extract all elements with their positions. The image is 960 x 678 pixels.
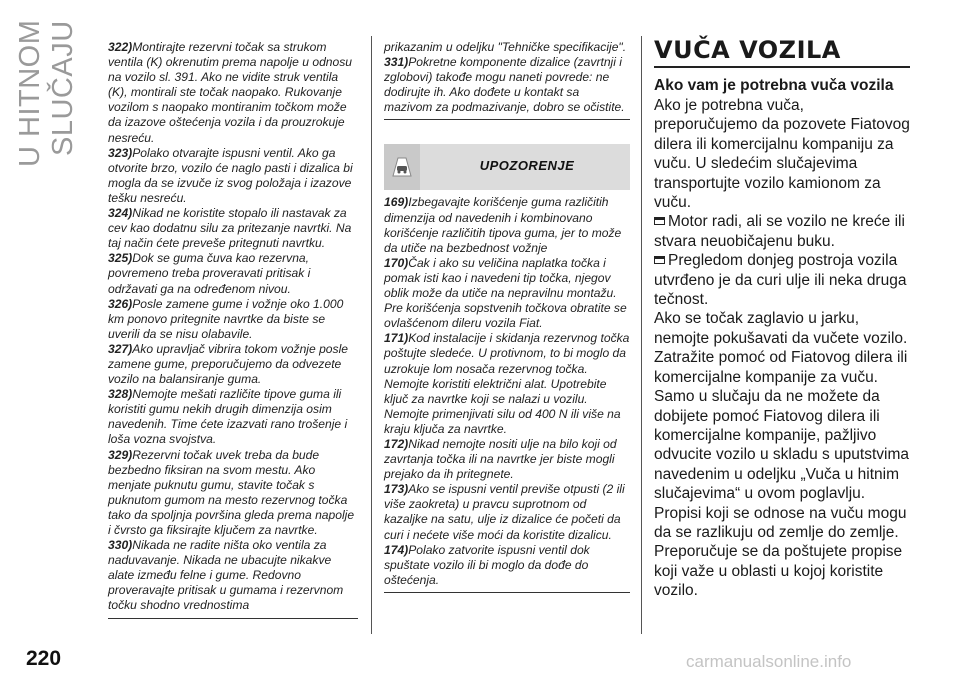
- note-number: 323): [108, 145, 133, 160]
- note-number: 171): [384, 331, 409, 346]
- towing-section: [654, 36, 910, 601]
- bullet-item: [654, 212, 910, 251]
- section-subtitle: Ako vam je potrebna vuča vozila: [654, 77, 894, 94]
- note-paragraph: [108, 146, 358, 206]
- note-text: Nemojte mešati različite tipove guma ili koristiti gumu nekih drugih dimenzija osim navedenih. Time ćete izazvati rano trošenje i loša vozna svojstva.: [108, 387, 348, 447]
- section-paragraph: Ako se točak zaglavio u jarku, nemojte pokušavati da vučete vozilo. Zatražite pomoć od Fiatovog dilera ili komercijalne kompanije za vuču.: [654, 310, 908, 386]
- section-paragraph: Samo u slučaju da ne možete da dobijete pomoć Fiatovog dilera ili komercijalne kompanije, pažljivo odvucite vozilo u skladu s uputstvima navedenim u odeljku „Vuča u hitnim slučajevima“ u ovom poglavlju. Propisi koji se odnose na vuču mogu da se razlikuju od zemlje do zemlje. Preporučuje se da poštujete propise koji važe u oblasti u kojoj koristite vozilo.: [654, 388, 910, 600]
- note-text: Ako se ispusni ventil previše otpusti (2 ili više zaokreta) u pravcu suprotnom od kazaljke na satu, ulje iz dizalice će početi da curi i nećete više moći da koristite dizalicu.: [384, 482, 625, 542]
- note-text: Posle zamene gume i vožnje oko 1.000 km ponovo pritegnite navrtke da biste se uverili da se nisu olabavile.: [108, 296, 344, 341]
- warning-header: [384, 144, 630, 190]
- note-number: 326): [108, 296, 133, 311]
- note-text: Nikad ne koristite stopalo ili nastavak za cev kao dodatnu silu za pritezanje navrtki. Na taj način ćete preveše pritegnuti navrtku.: [108, 206, 352, 251]
- note-number: 173): [384, 482, 409, 497]
- note-paragraph: [108, 251, 358, 296]
- bullet-marker-icon: [654, 256, 665, 264]
- note-text: Montirajte rezervni točak sa strukom ventila (K) okrenutim prema napolje u odnosu na vozilo sl. 391. Ako ne vidite struk ventila (K), montirali ste točak naopako. Rukovanje vozilom s naopako montiranim točkom može da izazove oštećenja vozila i da prouzrokuje nesreću.: [108, 40, 353, 145]
- note-paragraph: [108, 387, 358, 447]
- note-paragraph: [108, 297, 358, 342]
- note-paragraph: [108, 538, 358, 613]
- notes-column-2: [384, 40, 630, 593]
- note-text: Nikada ne radite ništa oko ventila za naduvavanje. Nikada ne ubacujte nikakve alate između felne i gume. Redovno proveravajte pritisak u gumama i rezervnom točku shodno vrednostima: [108, 538, 344, 613]
- watermark: carmanualsonline.info: [686, 652, 852, 671]
- note-number: 324): [108, 206, 133, 221]
- notes-column-1: [108, 40, 358, 619]
- note-text: Polako zatvorite ispusni ventil dok spuštate vozilo ili bi moglo da dođe do oštećenja.: [384, 542, 590, 587]
- notes-continuation: [384, 40, 630, 120]
- column-divider: [371, 36, 372, 634]
- warning-body: [384, 190, 630, 592]
- warning-paragraph: [384, 543, 630, 588]
- note-text: Ako upravljač vibrira tokom vožnje posle zamene gume, preporučujemo da odvezete vozilo na balansiranje guma.: [108, 341, 348, 387]
- bullet-marker-icon: [654, 217, 665, 225]
- note-number: 325): [108, 251, 133, 266]
- note-number: 172): [384, 436, 409, 451]
- column-divider: [641, 36, 642, 634]
- note-number: 329): [108, 447, 133, 462]
- note-text: Čak i ako su veličina naplatka točka i pomak isti kao i navedeni tip točka, njegov oblik može da utiče na nepravilnu montažu. Pre korišćenja sopstvenih točkova obratite se ovlašćenom dileru vozila Fiat.: [384, 255, 627, 331]
- warning-paragraph: [384, 482, 630, 542]
- note-number: 330): [108, 538, 133, 553]
- note-paragraph: [108, 206, 358, 251]
- note-number: 331): [384, 55, 409, 70]
- bullet-text: Motor radi, ali se vozilo ne kreće ili stvara neuobičajenu buku.: [654, 213, 905, 250]
- note-text: Rezervni točak uvek treba da bude bezbedno fiksiran na svom mestu. Ako menjate puknutu gumu, stavite točak s puknutom gumom na mesto rezervnog točka tako da spoljnja površina gleda prema napolje i čvrsto ga fiksirajte ključem za navrtke.: [108, 447, 355, 537]
- note-paragraph: [108, 342, 358, 387]
- warning-title: UPOZORENJE: [479, 158, 575, 174]
- note-text: Pokretne komponente dizalice (zavrtnji i zglobovi) takođe mogu naneti povrede: ne dodirujte ih. Ako dođete u kontakt sa mazivom za podmazivanje, dobro se očistite.: [384, 55, 625, 115]
- warning-paragraph: [384, 331, 630, 437]
- note-text: Dok se guma čuva kao rezervna, povremeno treba proveravati pritisak i održavati ga na određenom nivou.: [108, 251, 311, 296]
- bullet-text: Pregledom donjeg postroja vozila utvrđeno je da curi ulje ili neka druga tečnost.: [654, 252, 907, 309]
- car-warning-icon: [384, 144, 420, 190]
- note-text: prikazanim u odeljku "Tehničke specifikacije".: [384, 40, 627, 54]
- note-text: Polako otvarajte ispusni ventil. Ako ga otvorite brzo, vozilo će naglo pasti i dizalica bi mogla da se izvuče iz svog položaja i izazove tešku nesreću.: [108, 145, 353, 205]
- section-title: VUČA VOZILA: [654, 36, 910, 68]
- page-number: 220: [26, 647, 62, 670]
- warning-paragraph: [384, 437, 630, 482]
- note-paragraph: [108, 448, 358, 539]
- note-text: Kod instalacije i skidanja rezervnog točka poštujte sledeće. U protivnom, to bi moglo da uzrokuje lom nosača rezervnog točka. Nemojte koristiti električni alat. Upotrebite ključ za navrtke koji se nalazi u vozilu. Nemojte primenjivati silu od 400 N ili više na kraju ključa za navrtke.: [384, 331, 630, 436]
- warning-paragraph: [384, 256, 630, 331]
- note-number: 328): [108, 387, 133, 402]
- note-number: 170): [384, 255, 409, 270]
- section-intro: Ako je potrebna vuča, preporučujemo da pozovete Fiatovog dilera ili komercijalnu kompaniju za vuču. U sledećim slučajevima transportujte vozilo kamionom za vuču.: [654, 97, 910, 212]
- note-text: Nikad nemojte nositi ulje na bilo koji od zavrtanja točka ili na navrtke jer biste mogli prejako da ih pritegnete.: [384, 436, 617, 482]
- note-paragraph: [384, 55, 630, 115]
- note-number: 174): [384, 542, 409, 557]
- note-text: Izbegavajte korišćenje guma različitih dimenzija od navedenih i kombinovano korišćenje različitih tipova guma, jer to može da utiče na bezbednost vožnje: [384, 195, 622, 255]
- note-paragraph: [384, 40, 630, 55]
- warning-paragraph: [384, 195, 630, 255]
- chapter-side-title: U HITNOM SLUČAJU: [14, 20, 79, 168]
- note-number: 322): [108, 40, 133, 54]
- bullet-item: [654, 251, 910, 309]
- note-number: 327): [108, 341, 133, 356]
- note-paragraph: [108, 40, 358, 146]
- note-number: 169): [384, 195, 409, 210]
